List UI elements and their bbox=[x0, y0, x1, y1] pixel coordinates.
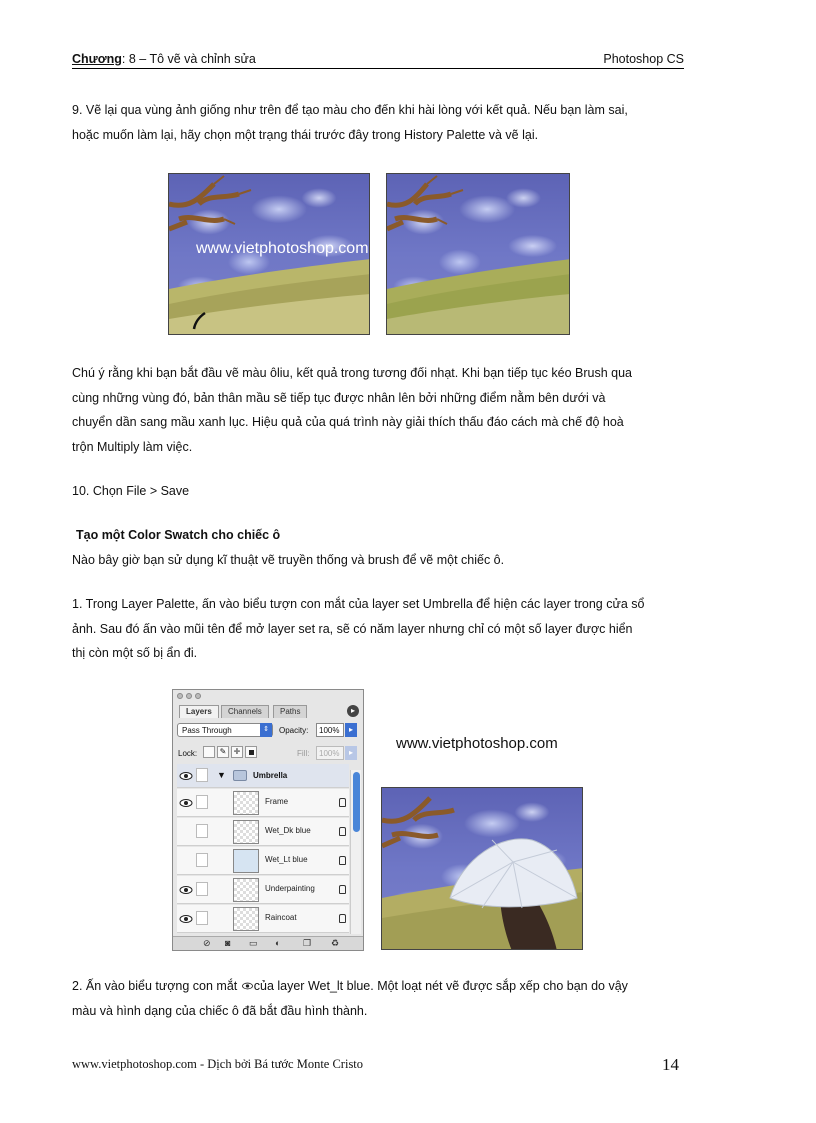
eye-icon[interactable] bbox=[179, 884, 193, 896]
eye-icon[interactable] bbox=[179, 913, 193, 925]
layer-thumbnail bbox=[233, 791, 259, 815]
page-header bbox=[72, 51, 684, 69]
fill-label: Fill: bbox=[297, 749, 310, 758]
tab-channels[interactable]: Channels bbox=[221, 705, 269, 718]
layer-thumbnail bbox=[233, 907, 259, 931]
fill-slider-arrow-icon[interactable]: ▸ bbox=[345, 746, 357, 760]
step1-paragraph: 1. Trong Layer Palette, ấn vào biểu tượn con mắt của layer set Umbrella để hiện các layer trong cửa sổ ảnh. Sau đó ấn vào mũi tên để mở layer set ra, sẽ có năm layer nhưng chỉ có một số layer được hiển thị còn một số bị ẩn đi. bbox=[72, 597, 645, 660]
blend-mode-select[interactable]: Pass Through ⇕ bbox=[177, 723, 273, 737]
adjustment-icon[interactable]: ◐ bbox=[275, 938, 281, 948]
opacity-input[interactable]: 100% bbox=[316, 723, 344, 737]
expand-triangle-icon[interactable]: ▼ bbox=[217, 770, 226, 780]
zoom-dot[interactable] bbox=[195, 693, 201, 699]
lock-all-icon[interactable] bbox=[245, 746, 257, 758]
grass-graphic bbox=[387, 259, 570, 334]
step9-paragraph: 9. Vẽ lại qua vùng ảnh giống như trên để tạo màu cho đến khi hài lòng với kết quả. Nếu bạn làm sai, hoặc muốn làm lại, hãy chọn một trạng thái trước đây trong History Palette và vẽ lại. bbox=[72, 103, 628, 142]
layer-style-icon[interactable]: ◙ bbox=[225, 938, 231, 948]
step10-paragraph: 10. Chọn File > Save bbox=[72, 484, 190, 498]
new-layer-icon[interactable]: ❐ bbox=[303, 938, 312, 948]
layer-thumbnail bbox=[233, 820, 259, 844]
step2-paragraph: 2. Ấn vào biểu tượng con mắt của layer Wet_lt blue. Một loạt nét vẽ được sắp xếp cho bạn do vậy màu và hình dạng của chiếc ô đã bắt đầu hình thành. bbox=[72, 979, 628, 1018]
figure2-watermark: www.vietphotoshop.com bbox=[396, 735, 558, 752]
section-block bbox=[72, 523, 692, 572]
layers-toolbar bbox=[173, 936, 363, 950]
layers-panel bbox=[172, 689, 364, 951]
layer-row[interactable]: Wet_Lt blue bbox=[177, 847, 349, 875]
section-title: Tạo một Color Swatch cho chiếc ô bbox=[76, 528, 281, 542]
lock-icon bbox=[339, 856, 346, 865]
figure1-right-image bbox=[386, 173, 570, 335]
umbrella-scene-graphic bbox=[382, 788, 583, 950]
eye-icon bbox=[241, 981, 254, 991]
link-icon[interactable]: ⊘ bbox=[203, 938, 211, 948]
lock-label: Lock: bbox=[178, 749, 198, 758]
layers-scrollbar[interactable] bbox=[350, 770, 361, 934]
scrollbar-thumb[interactable] bbox=[353, 772, 360, 832]
eye-icon[interactable] bbox=[179, 797, 193, 809]
layer-group-umbrella[interactable]: ▼ Umbrella bbox=[177, 764, 349, 788]
lock-icon bbox=[339, 827, 346, 836]
folder-icon bbox=[233, 770, 247, 781]
section-intro: Nào bây giờ bạn sử dụng kĩ thuật vẽ truyền thống và brush để vẽ một chiếc ô. bbox=[72, 552, 505, 567]
fill-input[interactable]: 100% bbox=[316, 746, 344, 760]
lock-icon bbox=[339, 885, 346, 894]
layer-row[interactable]: Wet_Dk blue bbox=[177, 818, 349, 846]
lock-transparency-icon[interactable] bbox=[203, 746, 215, 758]
lock-move-icon[interactable]: ✛ bbox=[231, 746, 243, 758]
figure2-image bbox=[381, 787, 583, 950]
figure1-left-image bbox=[168, 173, 370, 335]
panel-menu-icon[interactable]: ▸ bbox=[347, 705, 359, 717]
lock-icon bbox=[339, 914, 346, 923]
tab-layers[interactable]: Layers bbox=[179, 705, 219, 718]
note-paragraph: Chú ý rằng khi bạn bắt đầu vẽ màu ôliu, kết quả trong tương đối nhạt. Khi bạn tiếp tục kéo Brush qua cùng những vùng đó, bản thân mầu sẽ tiếp tục được nhân lên bởi những điểm nằm bên dưới và chuyển dần sang mầu xanh lục. Hiệu quả của quá trình này giải thích thấu đáo cách mà chế độ hoà trộn Multiply làm việc. bbox=[72, 366, 632, 454]
minimize-dot[interactable] bbox=[186, 693, 192, 699]
eye-icon[interactable] bbox=[179, 770, 193, 782]
lock-icon bbox=[339, 798, 346, 807]
mask-icon[interactable]: ▭ bbox=[249, 938, 258, 948]
layer-row[interactable]: Underpainting bbox=[177, 876, 349, 904]
layer-row[interactable]: Raincoat bbox=[177, 905, 349, 933]
layer-thumbnail bbox=[233, 849, 259, 873]
footer-text: www.vietphotoshop.com - Dịch bởi Bá tước Monte Cristo bbox=[72, 1057, 364, 1071]
header-title: Photoshop CS bbox=[603, 52, 684, 66]
page-number: 14 bbox=[662, 1055, 679, 1074]
layer-thumbnail bbox=[233, 878, 259, 902]
figure1-watermark: www.vietphotoshop.com bbox=[196, 240, 369, 257]
tab-paths[interactable]: Paths bbox=[273, 705, 307, 718]
grass-graphic bbox=[169, 259, 370, 334]
layer-row[interactable]: Frame bbox=[177, 789, 349, 817]
opacity-slider-arrow-icon[interactable]: ▸ bbox=[345, 723, 357, 737]
trash-icon[interactable]: ♻ bbox=[331, 938, 340, 948]
close-dot[interactable] bbox=[177, 693, 183, 699]
header-chapter: Chương: 8 – Tô vẽ và chỉnh sửa bbox=[72, 52, 256, 66]
lock-paint-icon[interactable]: ✎ bbox=[217, 746, 229, 758]
chevron-updown-icon: ⇕ bbox=[260, 723, 272, 737]
opacity-label: Opacity: bbox=[279, 726, 309, 735]
